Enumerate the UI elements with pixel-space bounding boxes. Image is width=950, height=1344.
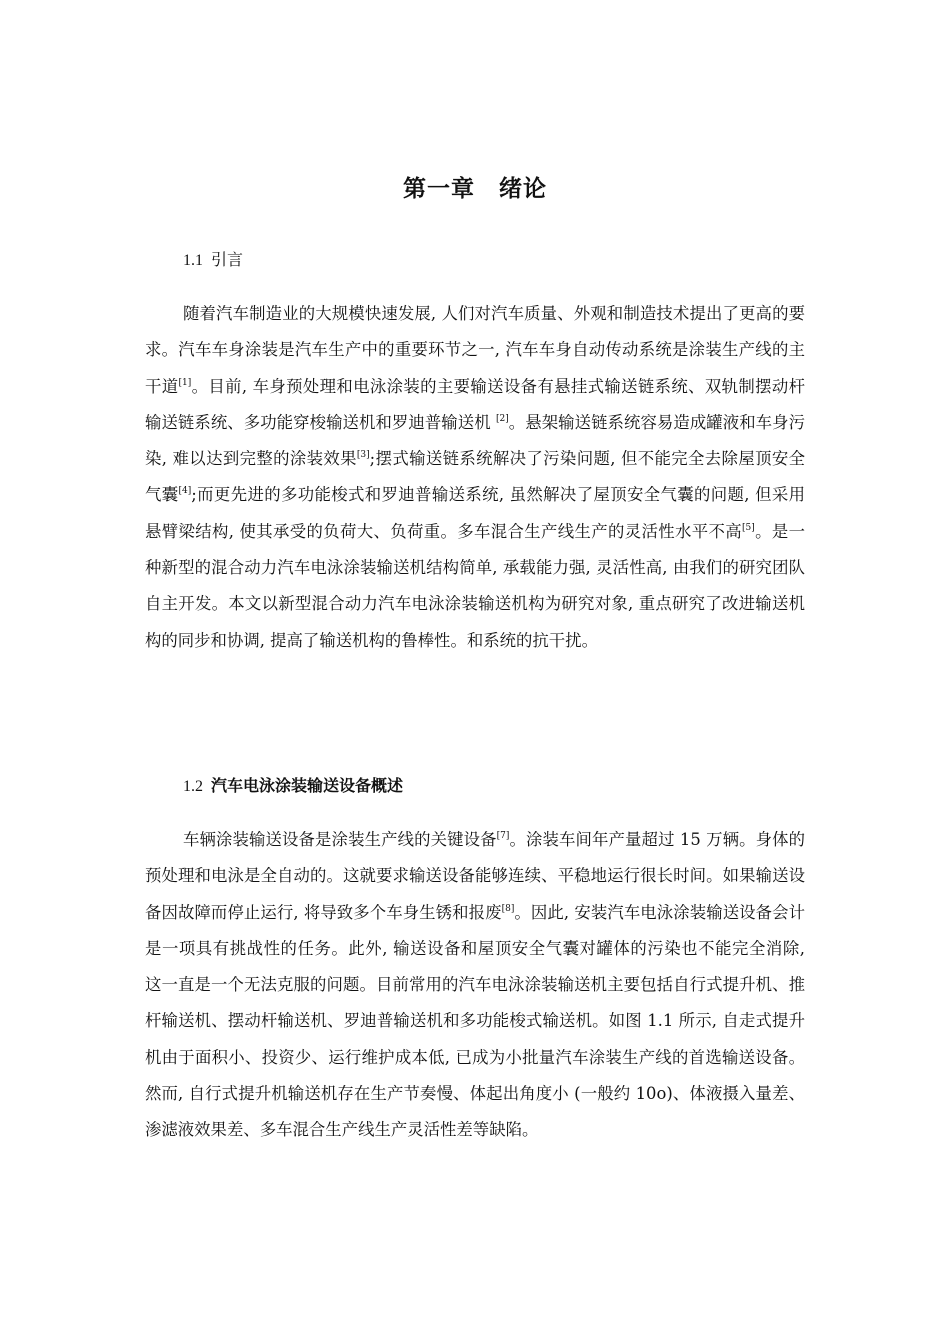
paragraph-text: 。目前, 车身预处理和电泳涂装的主要输送设备有悬挂式输送链系统、双轨制摆动杆输送链系统、多功能穿梭输送机和罗迪普输送机: [145, 376, 805, 432]
citation-ref: [5]: [742, 522, 755, 533]
paragraph-text: 。因此, 安装汽车电泳涂装输送设备会计是一项具有挑战性的任务。此外, 输送设备和屋顶安全气囊对罐体的污染也不能完全消除, 这一直是一个无法克服的问题。目前常用的汽车电泳涂装输送机主要包括自行式提升机、推杆输送机、摆动杆输送机、罗迪普输送机和多功能梭式输送机。如图 1.1 所示, 自走式提升机由于面积小、投资少、运行维护成本低, 已成为小批量汽车涂装生产线的首选输送设备。然而, 自行式提升机输送机存在生产节奏慢、体起出角度小 (一般约 10o)、体液摄入量差、渗滤液效果差、多车混合生产线生产灵活性差等缺陷。: [145, 902, 806, 1140]
citation-ref: [7]: [496, 831, 510, 841]
paragraph-text: ;摆式输送链系统解决了污染问题, 但不能完全去除屋顶安全气囊: [145, 449, 805, 505]
section-number: 1.1: [183, 252, 203, 269]
paragraph-text: ;而更先进的多功能梭式和罗迪普输送系统, 虽然解决了屋顶安全气囊的问题, 但采用悬臂梁结构, 使其承受的负荷大、负荷重。多车混合生产线生产的灵活性水平不高: [145, 485, 805, 541]
section-heading-1-2: [183, 773, 403, 796]
citation-ref: [4]: [178, 486, 192, 497]
paragraph-text: 。悬架输送链系统容易造成罐液和车身污染, 难以达到完整的涂装效果: [145, 412, 805, 469]
citation-ref: [2]: [495, 413, 509, 424]
paragraph-text: 。涂装车间年产量超过 15 万辆。身体的预处理和电泳是全自动的。这就要求输送设备能够连续、平稳地运行很长时间。如果输送设备因故障而停止运行, 将导致多个车身生锈和报废: [145, 830, 806, 922]
citation-ref: [3]: [356, 450, 370, 461]
section-heading-1-1: [183, 247, 243, 270]
section-number: 1.2: [183, 778, 203, 795]
paragraph-text: 车辆涂装输送设备是涂装生产线的关键设备: [183, 830, 497, 849]
citation-ref: [8]: [501, 903, 515, 914]
section-title: 引言: [211, 250, 244, 269]
chapter-title: 第一章 绪论: [403, 176, 547, 202]
paragraph-text: 随着汽车制造业的大规模快速发展, 人们对汽车质量、外观和制造技术提出了更高的要求。汽车车身涂装是汽车生产中的重要环节之一, 汽车车身自动传动系统是涂装生产线的主干道: [145, 304, 805, 396]
citation-ref: [1]: [178, 377, 192, 388]
paragraph-text: 。是一种新型的混合动力汽车电泳涂装输送机结构简单, 承载能力强, 灵活性高, 由我们的研究团队自主开发。本文以新型混合动力汽车电泳涂装输送机构为研究对象, 重点研究了改进输送机构的同步和协调, 提高了输送机构的鲁棒性。和系统的抗干扰。: [145, 521, 805, 650]
paragraph-introduction: [145, 296, 805, 659]
section-title: 汽车电泳涂装输送设备概述: [211, 776, 404, 795]
paragraph-equipment-overview: [145, 822, 805, 1149]
